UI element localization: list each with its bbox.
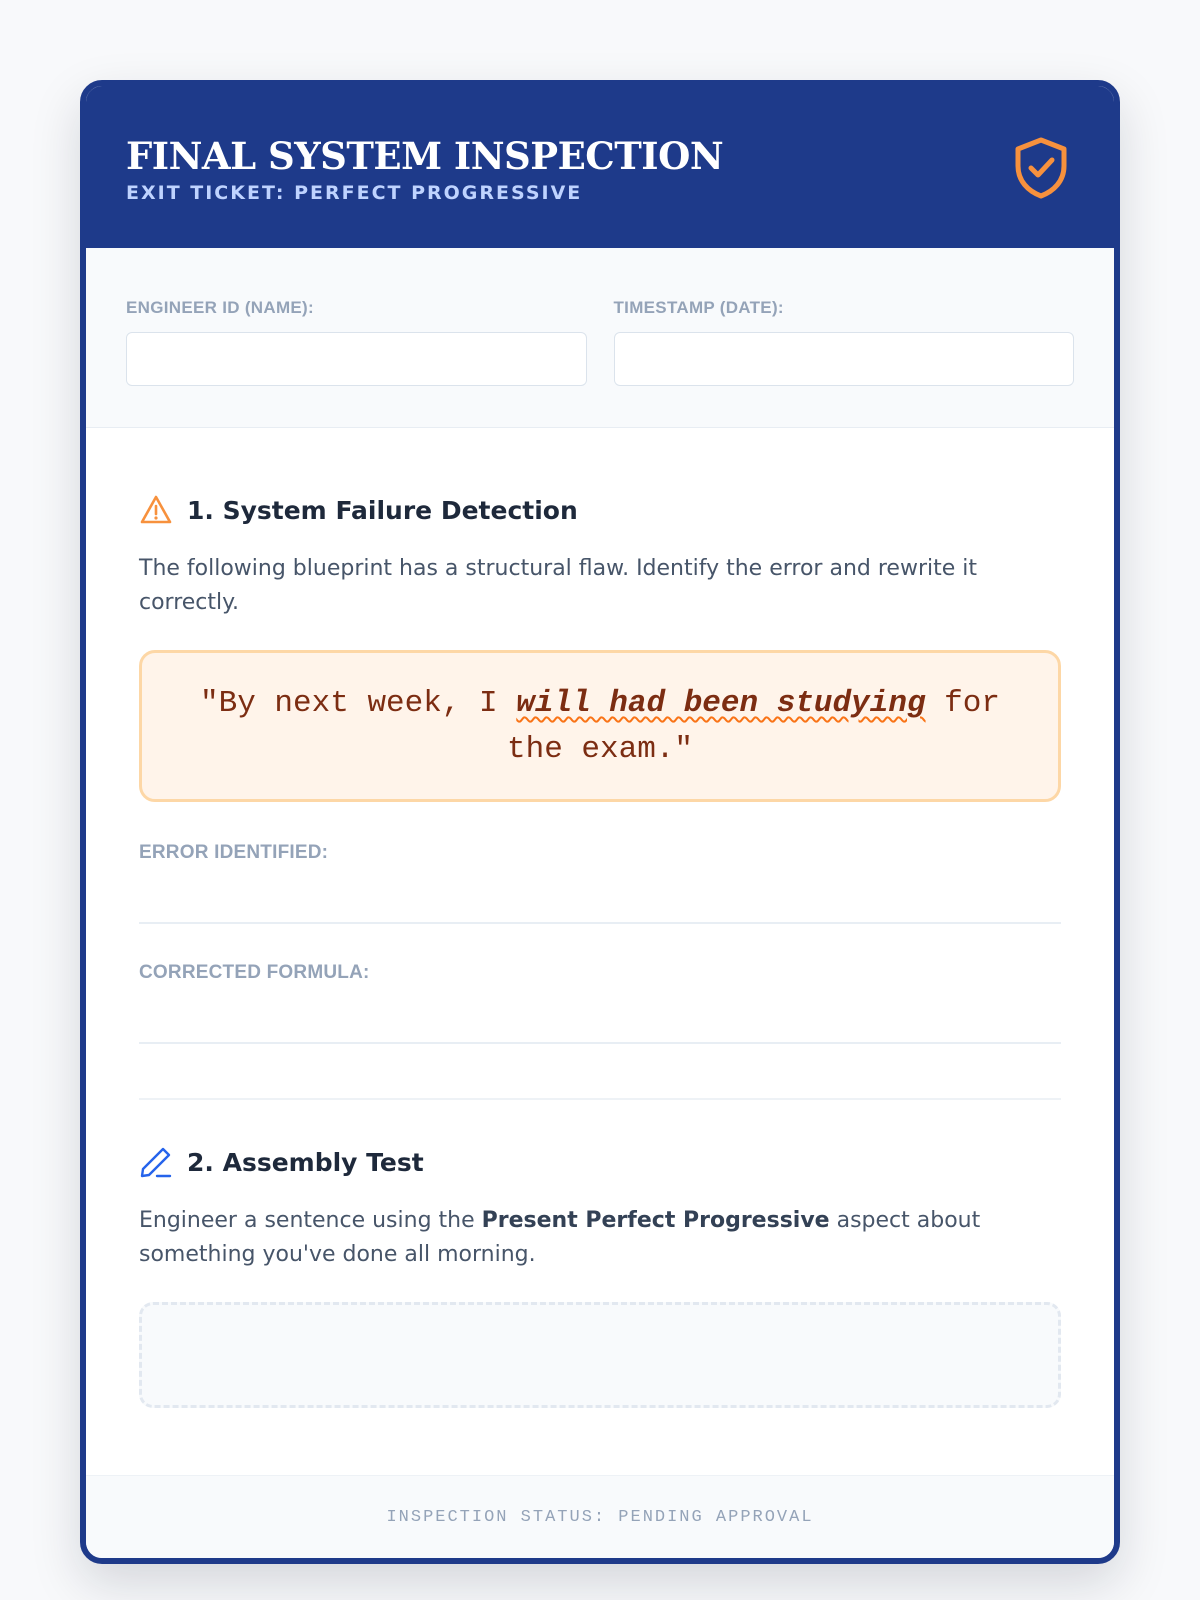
- section-2-desc-before: Engineer a sentence using the: [139, 1208, 482, 1233]
- system-failure-section: [86, 428, 1114, 1100]
- pencil-icon: [139, 1145, 173, 1179]
- assembly-answer-box[interactable]: [139, 1302, 1061, 1408]
- section-1-heading: [139, 490, 1061, 530]
- date-input[interactable]: [614, 332, 1075, 386]
- blueprint-text-before: "By next week, I: [200, 686, 517, 721]
- warning-icon: [139, 494, 173, 526]
- corrected-formula-label: CORRECTED FORMULA:: [139, 962, 370, 983]
- blueprint-error-phrase: will had been studying: [516, 686, 926, 721]
- section-1-description: The following blueprint has a structural flaw. Identify the error and rewrite it correctly.: [139, 556, 977, 615]
- blueprint-text-after: for the exam.": [506, 686, 1000, 767]
- inspection-status-text: INSPECTION STATUS: PENDING APPROVAL: [386, 1507, 814, 1527]
- section-2-heading: [139, 1142, 1061, 1182]
- date-field: [614, 298, 1075, 427]
- name-label: ENGINEER ID (NAME):: [126, 298, 314, 317]
- error-identified-input[interactable]: [139, 874, 1061, 924]
- date-label: TIMESTAMP (DATE):: [613, 298, 784, 317]
- shield-check-icon: [1012, 136, 1070, 200]
- section-2-desc-after: aspect about something you've done all morning.: [139, 1208, 981, 1267]
- inspection-status-footer: [86, 1475, 1114, 1558]
- section-2-desc-emphasis: Present Perfect Progressive: [481, 1208, 830, 1233]
- page-subtitle: EXIT TICKET: PERFECT PROGRESSIVE: [126, 182, 583, 204]
- name-field: [126, 298, 587, 427]
- error-identified-label: ERROR IDENTIFIED:: [139, 842, 329, 863]
- page-title: FINAL SYSTEM INSPECTION: [126, 134, 724, 178]
- exit-ticket-card: [80, 80, 1120, 1564]
- corrected-formula-input[interactable]: [139, 994, 1061, 1044]
- section-2-description: [139, 1204, 1061, 1272]
- identification-section: [86, 248, 1114, 428]
- section-2-title: 2. Assembly Test: [187, 1147, 424, 1177]
- card-header: [86, 86, 1114, 248]
- name-input[interactable]: [126, 332, 587, 386]
- assembly-test-section: [86, 1100, 1114, 1408]
- faulty-blueprint-sentence: [139, 650, 1061, 802]
- section-1-title: 1. System Failure Detection: [187, 495, 578, 525]
